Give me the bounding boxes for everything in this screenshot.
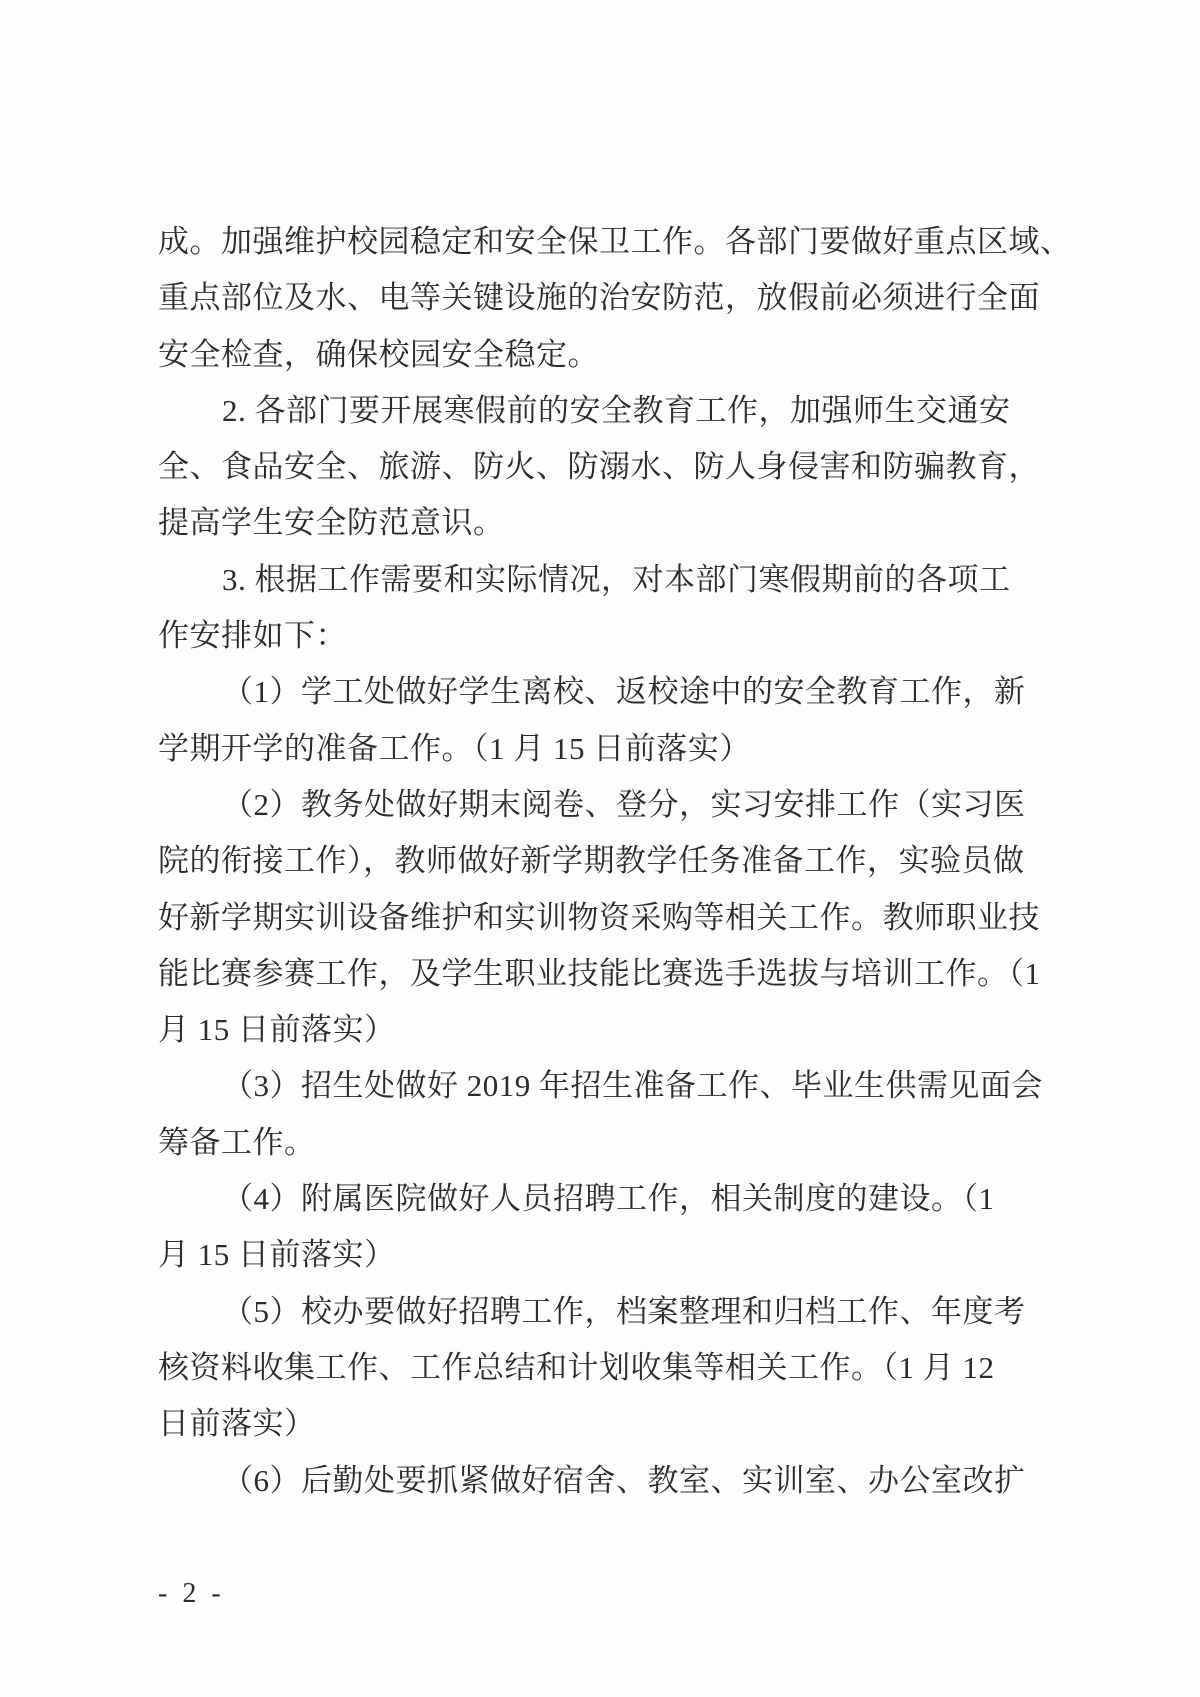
text-line: （4）附属医院做好人员招聘工作，相关制度的建设。（1 [222,1181,995,1217]
text-line: 学期开学的准备工作。（1 月 15 日前落实） [158,730,751,766]
text-line: 2. 各部门要开展寒假前的安全教育工作，加强师生交通安 [222,392,1011,428]
text-line: 核资料收集工作、工作总结和计划收集等相关工作。（1 月 12 [158,1349,995,1385]
text-line: 月 15 日前落实） [158,1012,396,1048]
text-line: 能比赛参赛工作，及学生职业技能比赛选手选拔与培训工作。（1 [158,955,1041,991]
text-line: （6）后勤处要抓紧做好宿舍、教室、实训室、办公室改扩 [222,1462,1026,1498]
text-line: 全、食品安全、旅游、防火、防溺水、防人身侵害和防骗教育， [158,449,1040,485]
text-line: 重点部位及水、电等关键设施的治安防范，放假前必须进行全面 [158,280,1040,316]
text-line: 月 15 日前落实） [158,1237,396,1273]
text-line: 3. 根据工作需要和实际情况，对本部门寒假期前的各项工 [222,561,1011,597]
text-line: 院的衔接工作），教师做好新学期教学任务准备工作，实验员做 [158,843,1025,879]
text-line: 提高学生安全防范意识。 [158,505,505,541]
text-line: （1）学工处做好学生离校、返校途中的安全教育工作，新 [222,674,1026,710]
document-body [158,214,1072,1509]
text-line: （3）招生处做好 2019 年招生准备工作、毕业生供需见面会 [222,1068,1043,1104]
text-line: 日前落实） [158,1406,316,1442]
text-line: 成。加强维护校园稳定和安全保卫工作。各部门要做好重点区域、 [158,224,1072,259]
text-line: （5）校办要做好招聘工作，档案整理和归档工作、年度考 [222,1293,1026,1329]
text-line: 好新学期实训设备维护和实训物资采购等相关工作。教师职业技 [158,899,1040,935]
text-line: （2）教务处做好期末阅卷、登分，实习安排工作（实习医 [222,786,1026,822]
text-line: 作安排如下： [158,618,347,654]
text-line: 筹备工作。 [158,1124,316,1160]
text-line: 安全检查，确保校园安全稳定。 [158,336,599,372]
page-number: - 2 - [158,1578,225,1609]
